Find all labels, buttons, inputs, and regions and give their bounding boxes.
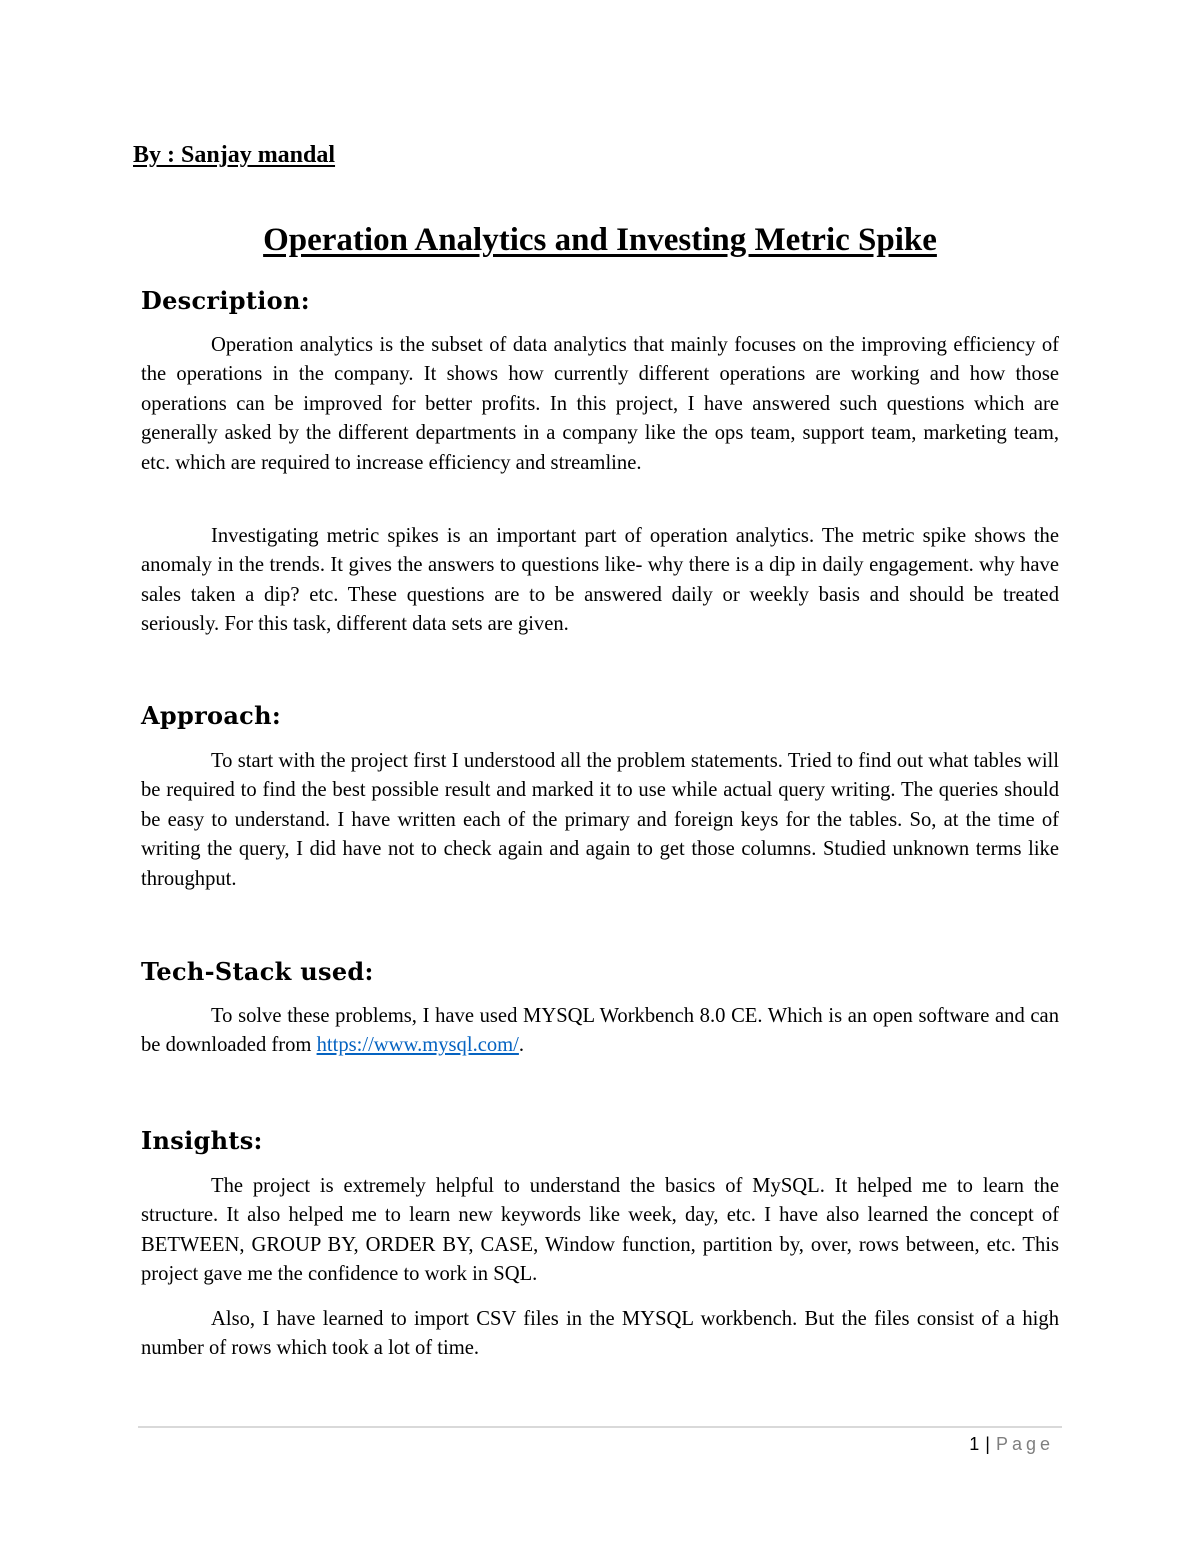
- approach-paragraph: To start with the project first I understood all the problem statements. Tried to find out what tables will be required to find the best possible result and marked it to use while actual query writing. The queries should be easy to understand. I have written each of the primary and foreign keys for the tables. So, at the time of writing the query, I did have not to check again and again to get those columns. Studied unknown terms like throughput.: [141, 750, 1059, 890]
- footer-divider: [138, 1426, 1062, 1428]
- page-footer: [969, 1434, 1054, 1455]
- insights-heading: Insights:: [141, 1126, 263, 1155]
- author-line: By : Sanjay mandal: [133, 142, 336, 168]
- techstack-text-before-link: To solve these problems, I have used MYSQL Workbench 8.0 CE. Which is an open software and can be downloaded from: [141, 1005, 1059, 1057]
- description-paragraph-2: Investigating metric spikes is an important part of operation analytics. The metric spike shows the anomaly in the trends. It gives the answers to questions like- why there is a dip in daily engagement. why have sales taken a dip? etc. These questions are to be answered daily or weekly basis and should be treated seriously. For this task, different data sets are given.: [141, 525, 1059, 636]
- insights-paragraph-1: The project is extremely helpful to understand the basics of MySQL. It helped me to learn the structure. It also helped me to learn new keywords like week, day, etc. I have also learned the concept of BETWEEN, GROUP BY, ORDER BY, CASE, Window function, partition by, over, rows between, etc. This project gave me the confidence to work in SQL.: [141, 1175, 1059, 1286]
- page-number: 1: [969, 1434, 980, 1454]
- techstack-paragraph: [141, 1002, 1059, 1061]
- techstack-text-after-link: .: [518, 1034, 525, 1057]
- mysql-link[interactable]: https://www.mysql.com/: [316, 1034, 519, 1057]
- description-heading: Description:: [141, 286, 310, 315]
- page-label: Page: [995, 1434, 1054, 1454]
- approach-heading: Approach:: [141, 701, 282, 730]
- footer-separator: |: [985, 1434, 990, 1454]
- techstack-heading: Tech-Stack used:: [141, 957, 374, 986]
- insights-paragraph-2: Also, I have learned to import CSV files in the MYSQL workbench. But the files consist of a high number of rows which took a lot of time.: [141, 1308, 1059, 1360]
- description-paragraph-1: Operation analytics is the subset of data analytics that mainly focuses on the improving efficiency of the operations in the company. It shows how currently different operations are working and how those operations can be improved for better profits. In this project, I have answered such questions which are generally asked by the different departments in a company like the ops team, support team, marketing team, etc. which are required to increase efficiency and streamline.: [141, 334, 1059, 474]
- document-title: Operation Analytics and Investing Metric Spike: [263, 222, 937, 258]
